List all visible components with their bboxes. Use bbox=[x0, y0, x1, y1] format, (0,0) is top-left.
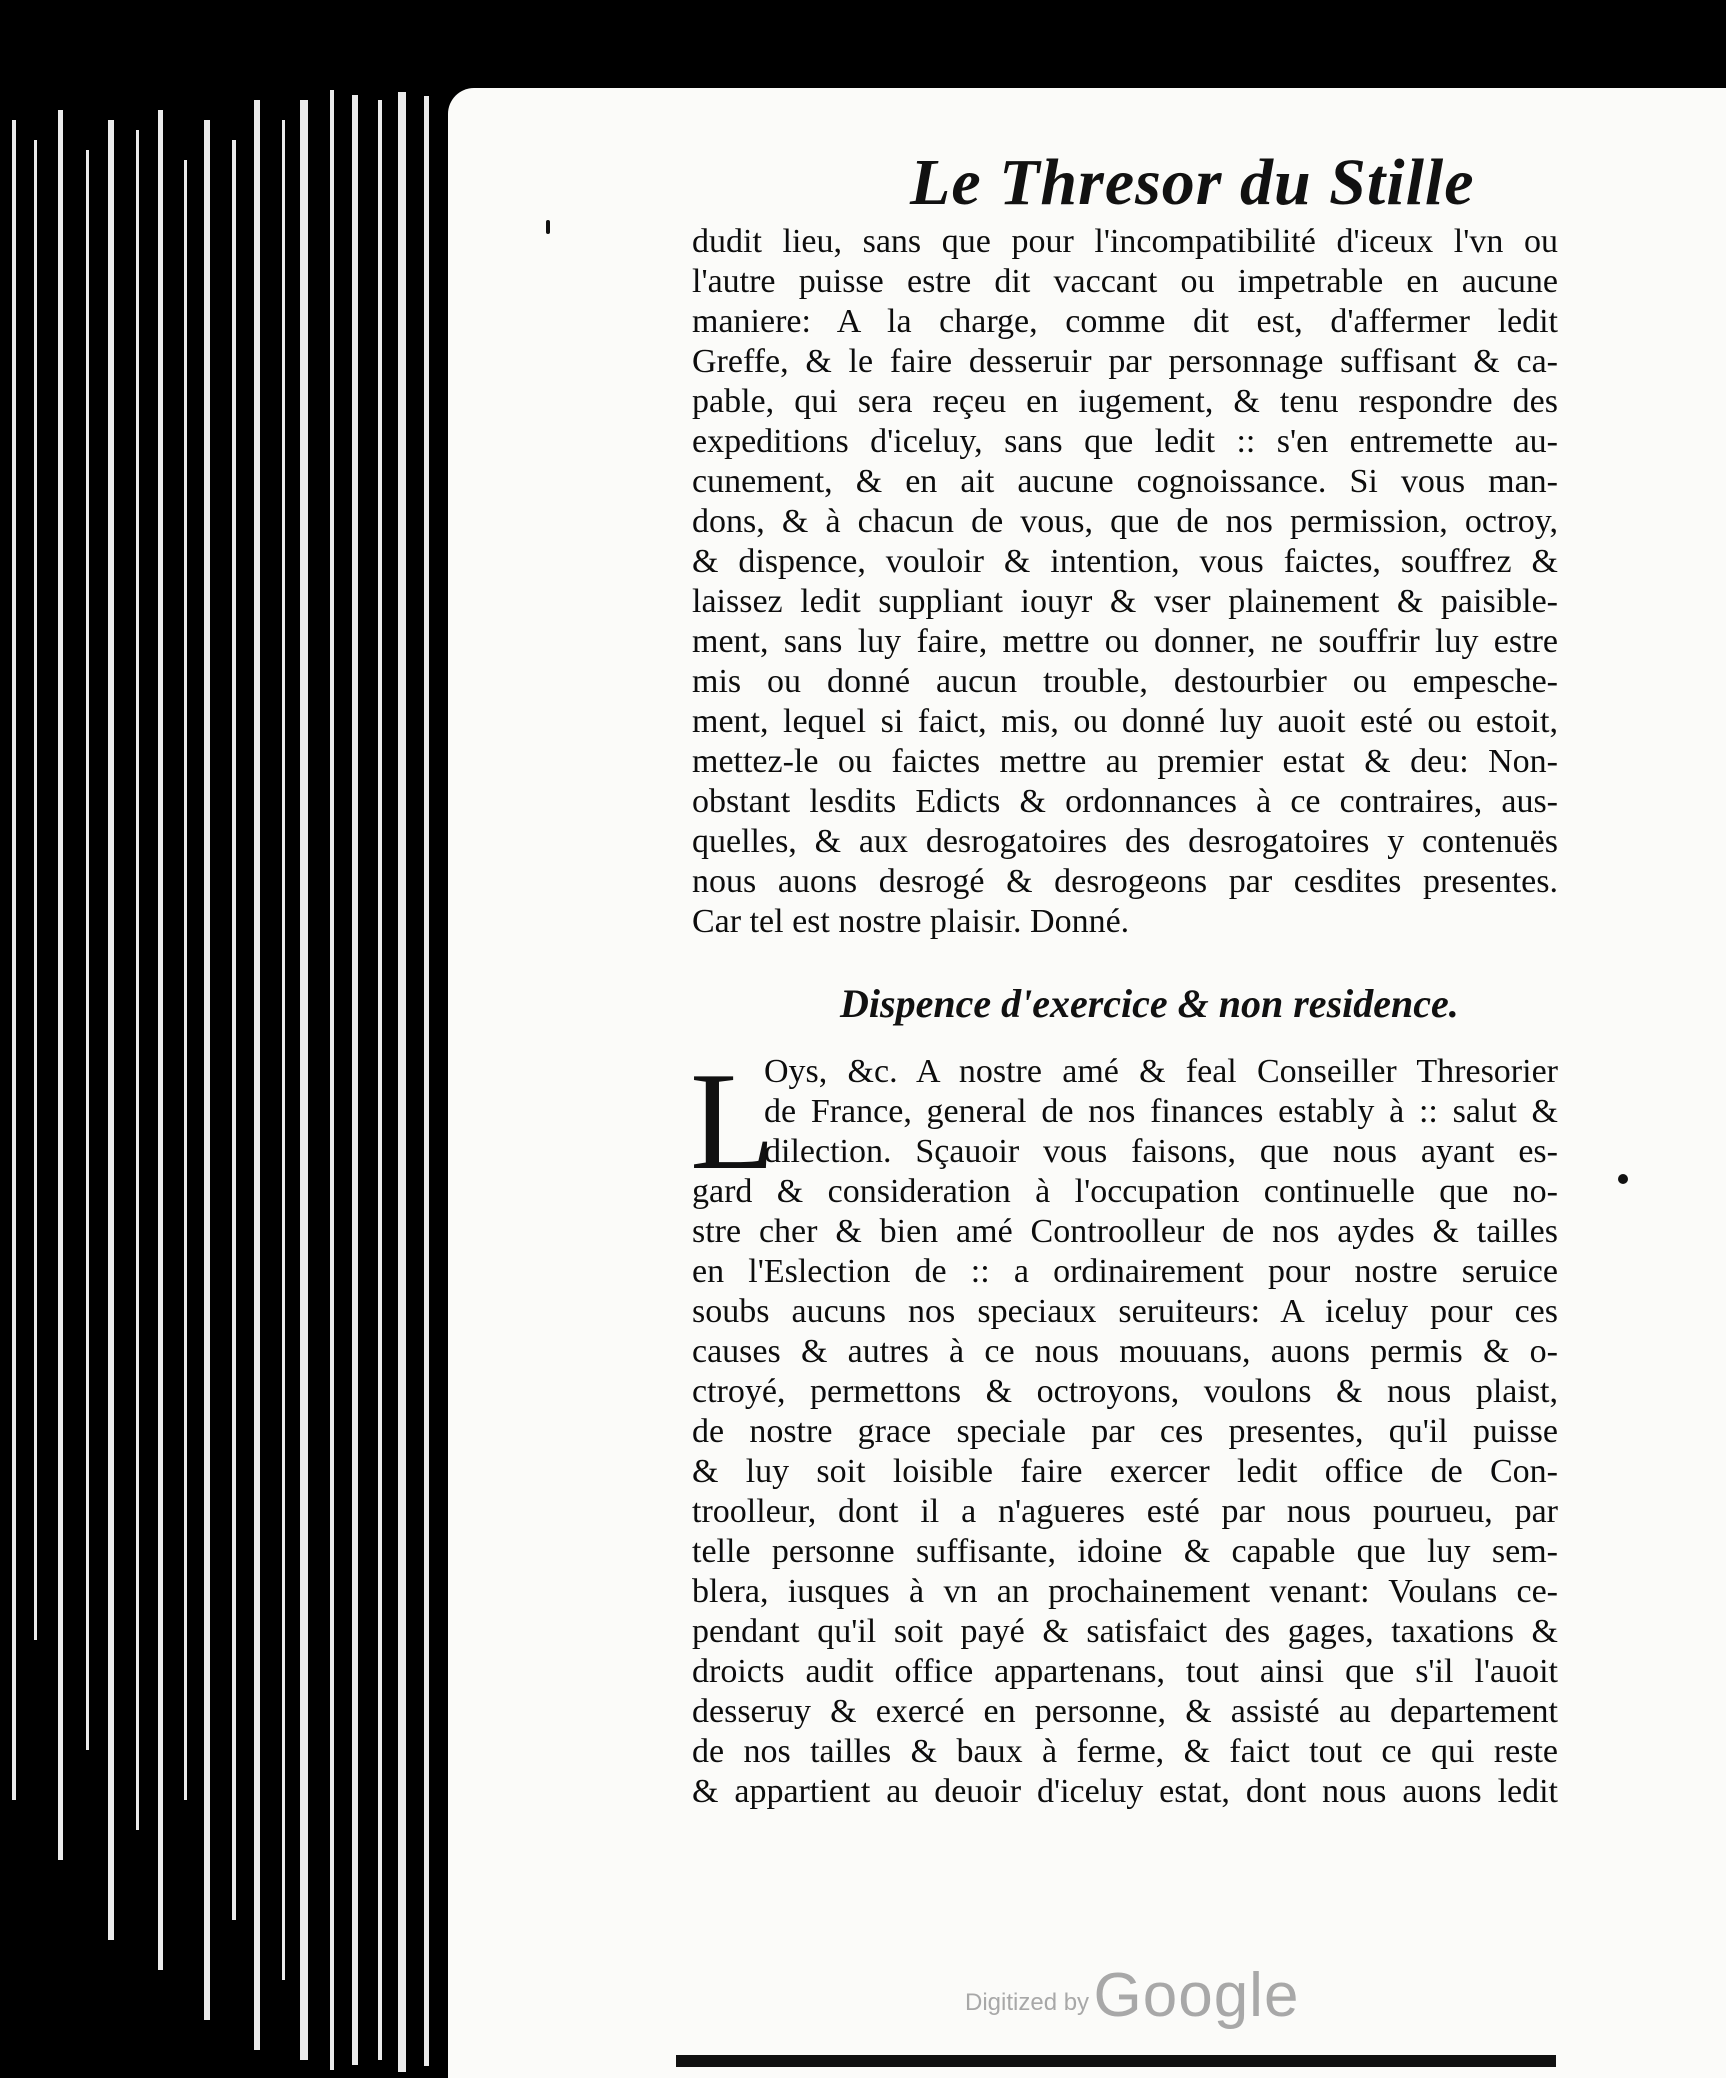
text-line: Oys, &c. A nostre amé & feal Conseiller Thresorier bbox=[764, 1053, 1558, 1090]
text-line: blera, iusques à vn an prochainement venant: Voulans ce- bbox=[692, 1573, 1558, 1610]
text-line: dudit lieu, sans que pour l'incompatibilité d'iceux l'vn ou bbox=[692, 223, 1558, 260]
text-line: telle personne suffisante, idoine & capable que luy sem- bbox=[692, 1533, 1558, 1570]
text-line: quelles, & aux desrogatoires des desrogatoires y contenuës bbox=[692, 823, 1558, 860]
text-line: de France, general de nos finances estably à :: salut & bbox=[764, 1093, 1558, 1130]
text-line: l'autre puisse estre dit vaccant ou impetrable en aucune bbox=[692, 263, 1558, 300]
text-line: stre cher & bien amé Controolleur de nos aydes & tailles bbox=[692, 1213, 1558, 1250]
drop-cap: L bbox=[690, 1044, 776, 1199]
text-line: Car tel est nostre plaisir. Donné. bbox=[692, 903, 1130, 940]
text-line: laissez ledit suppliant iouyr & vser plainement & paisible- bbox=[692, 583, 1558, 620]
section-heading: Dispence d'exercice & non residence. bbox=[840, 981, 1459, 1026]
watermark-prefix: Digitized by bbox=[965, 1989, 1090, 2016]
ink-speck bbox=[1618, 1174, 1628, 1184]
text-line: droicts audit office appartenans, tout ainsi que s'il l'auoit bbox=[692, 1653, 1558, 1690]
text-line: cunement, & en ait aucune cognoissance. Si vous man- bbox=[692, 463, 1558, 500]
text-line: ctroyé, permettons & octroyons, voulons & nous plaist, bbox=[692, 1373, 1558, 1410]
text-line: nous auons desrogé & desrogeons par cesdites presentes. bbox=[692, 863, 1558, 900]
text-line: gard & consideration à l'occupation continuelle que no- bbox=[692, 1173, 1558, 1210]
text-line: dons, & à chacun de vous, que de nos permission, octroy, bbox=[692, 503, 1558, 540]
text-line: dilection. Sçauoir vous faisons, que nous ayant es- bbox=[764, 1133, 1558, 1170]
text-line: mettez-le ou faictes mettre au premier estat & deu: Non- bbox=[692, 743, 1558, 780]
text-line: ment, lequel si faict, mis, ou donné luy auoit esté ou estoit, bbox=[692, 703, 1558, 740]
text-line: expeditions d'iceluy, sans que ledit :: s'en entremette au- bbox=[692, 423, 1558, 460]
running-title: Le Thresor du Stille bbox=[910, 146, 1475, 219]
text-line: de nos tailles & baux à ferme, & faict tout ce qui reste bbox=[692, 1733, 1558, 1770]
text-line: pendant qu'il soit payé & satisfaict des gages, taxations & bbox=[692, 1613, 1558, 1650]
paragraph-continued bbox=[692, 222, 1558, 942]
text-line: & dispence, vouloir & intention, vous faictes, souffrez & bbox=[692, 543, 1558, 580]
text-line: en l'Eslection de :: a ordinairement pour nostre seruice bbox=[692, 1253, 1558, 1290]
text-line: mis ou donné aucun trouble, destourbier ou empesche- bbox=[692, 663, 1558, 700]
digitized-by-google-watermark bbox=[965, 1960, 1299, 2031]
text-line: soubs aucuns nos speciaux seruiteurs: A iceluy pour ces bbox=[692, 1293, 1558, 1330]
text-line: & luy soit loisible faire exercer ledit office de Con- bbox=[692, 1453, 1558, 1490]
text-line: de nostre grace speciale par ces presentes, qu'il puisse bbox=[692, 1413, 1558, 1450]
text-line: pable, qui sera reçeu en iugement, & tenu respondre des bbox=[692, 383, 1558, 420]
google-logo: Google bbox=[1093, 1961, 1300, 2030]
text-line: & appartient au deuoir d'iceluy estat, dont nous auons ledit bbox=[692, 1773, 1558, 1810]
text-line: obstant lesdits Edicts & ordonnances à ce contraires, aus- bbox=[692, 783, 1558, 820]
text-line: ment, sans luy faire, mettre ou donner, ne souffrir luy estre bbox=[692, 623, 1558, 660]
paragraph-dispence bbox=[690, 1044, 1558, 1812]
ink-speck bbox=[546, 220, 550, 234]
text-line: troolleur, dont il a n'agueres esté par nous pourueu, par bbox=[692, 1493, 1558, 1530]
page-bottom-shadow bbox=[676, 2055, 1556, 2067]
text-line: Greffe, & le faire desseruir par personnage suffisant & ca- bbox=[692, 343, 1558, 380]
text-line: desseruy & exercé en personne, & assisté au departement bbox=[692, 1693, 1558, 1730]
text-line: maniere: A la charge, comme dit est, d'affermer ledit bbox=[692, 303, 1558, 340]
text-line: causes & autres à ce nous mouuans, auons permis & o- bbox=[692, 1333, 1558, 1370]
